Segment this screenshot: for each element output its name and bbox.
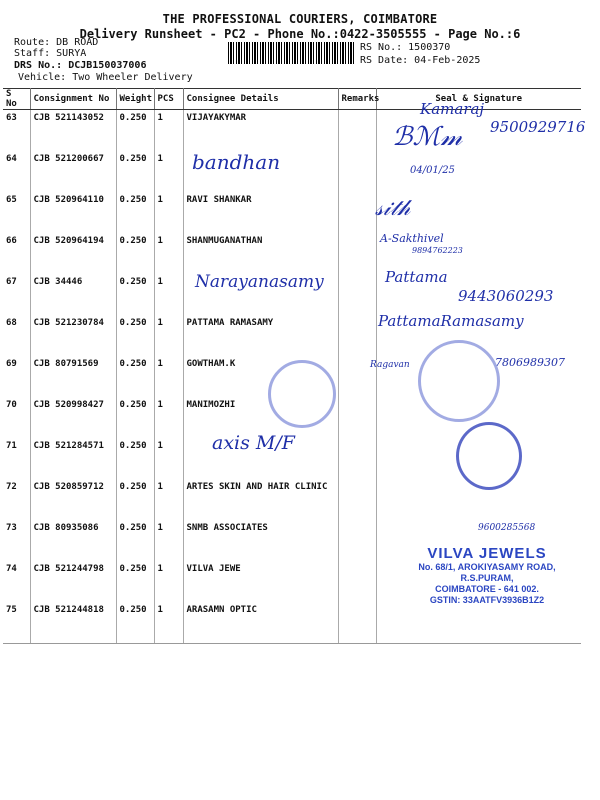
cell-remarks [338,602,376,644]
cell-consignee: ARASAMN OPTIC [183,602,338,644]
handwritten-signature-67: Pattama [385,268,448,286]
cell-consignee: SHANMUGANATHAN [183,233,338,274]
cell-weight: 0.250 [116,356,154,397]
handwritten-receiver-71: axis M/F [212,432,295,454]
cell-consignment: CJB 521244818 [30,602,116,644]
cell-sno: 74 [3,561,30,602]
handwritten-signature-68: PattamaRamasamy [378,312,524,330]
cell-consignment: CJB 521200667 [30,151,116,192]
cell-pcs: 1 [154,397,183,438]
table-row [3,151,581,192]
cell-seal-signature [376,151,581,192]
cell-sno: 70 [3,397,30,438]
rs-number: RS No.: 1500370 [360,42,451,53]
route-label: Route: [14,37,51,48]
col-sno: S No [3,89,30,110]
cell-weight: 0.250 [116,561,154,602]
cell-pcs: 1 [154,192,183,233]
cell-pcs: 1 [154,561,183,602]
col-pcs: PCS [154,89,183,110]
cell-consignee: MANIMOZHI [183,397,338,438]
cell-weight: 0.250 [116,602,154,644]
cell-remarks [338,233,376,274]
col-weight: Weight [116,89,154,110]
cell-consignment: CJB 521230784 [30,315,116,356]
vehicle-label: Vehicle: [18,72,67,83]
cell-weight: 0.250 [116,192,154,233]
barcode [228,42,354,64]
cell-sno: 75 [3,602,30,644]
cell-consignment: CJB 521284571 [30,438,116,479]
cell-sno: 65 [3,192,30,233]
cell-consignment: CJB 34446 [30,274,116,315]
col-consignee: Consignee Details [183,89,338,110]
handwritten-phone-74: 9600285568 [478,523,536,533]
cell-pcs: 1 [154,151,183,192]
col-seal-signature: Seal & Signature [376,89,581,110]
vilva-stamp-line4: GSTIN: 33AATFV3936B1Z2 [429,595,545,605]
cell-consignee: PATTAMA RAMASAMY [183,315,338,356]
handwritten-phone-69: 7806989307 [495,356,565,369]
cell-weight: 0.250 [116,438,154,479]
col-consignment: Consignment No [30,89,116,110]
vilva-stamp-title: VILVA JEWELS [427,545,547,562]
staff-label: Staff: [14,48,51,59]
table-row [3,602,581,644]
company-title: THE PROFESSIONAL COURIERS, COIMBATORE [162,12,438,26]
cell-sno: 73 [3,520,30,561]
cell-remarks [338,561,376,602]
cell-consignment: CJB 520859712 [30,479,116,520]
runsheet-title: Delivery Runsheet - PC2 - Phone No.:0422-3505555 - Page No.:6 [79,27,521,41]
vehicle-value: Two Wheeler Delivery [72,72,193,83]
cell-sno: 67 [3,274,30,315]
rs-date: RS Date: 04-Feb-2025 [360,55,481,66]
handwritten-note-66: A-Sakthivel [380,232,444,245]
cell-sno: 68 [3,315,30,356]
round-seal-stamp [418,340,500,422]
handwritten-phone-66: 9894762223 [412,246,463,255]
table-row [3,192,581,233]
signature-65: 𝓈𝒾𝓉𝒽 [375,196,411,221]
cell-weight: 0.250 [116,151,154,192]
cell-pcs: 1 [154,520,183,561]
route-line [14,37,98,48]
cell-consignment: CJB 520964194 [30,233,116,274]
handwritten-receiver-67: Narayanasamy [195,272,324,292]
round-seal-stamp [268,360,336,428]
table-row [3,233,581,274]
handwritten-receiver-64: bandhan [192,150,281,174]
cell-consignee: ARTES SKIN AND HAIR CLINIC [183,479,338,520]
staff-value: SURYA [56,48,87,59]
cell-pcs: 1 [154,438,183,479]
cell-seal-signature [376,602,581,644]
cell-consignment: CJB 80935086 [30,520,116,561]
col-remarks: Remarks [338,89,376,110]
cell-consignment: CJB 80791569 [30,356,116,397]
handwritten-phone-63: 9500929716 [490,118,586,136]
cell-consignee: VIJAYAKYMAR [183,110,338,152]
cell-consignee: SNMB ASSOCIATES [183,520,338,561]
cell-weight: 0.250 [116,233,154,274]
table-header [3,89,581,110]
cell-remarks [338,151,376,192]
cell-pcs: 1 [154,233,183,274]
handwritten-receiver-63: Kamaraj [420,100,485,118]
drs-line [14,60,146,71]
cell-sno: 69 [3,356,30,397]
cell-sno: 71 [3,438,30,479]
cell-pcs: 1 [154,602,183,644]
cell-sno: 66 [3,233,30,274]
cell-remarks [338,315,376,356]
vilva-jewels-stamp [402,545,572,606]
cell-sno: 63 [3,110,30,152]
cell-weight: 0.250 [116,315,154,356]
handwritten-receiver-69: Ragavan [370,360,410,370]
route-value: DB ROAD [56,37,99,48]
cell-weight: 0.250 [116,110,154,152]
cell-weight: 0.250 [116,479,154,520]
vilva-stamp-line3: COIMBATORE - 641 002. [435,584,539,594]
cell-remarks [338,520,376,561]
cell-remarks [338,397,376,438]
vilva-stamp-line2: R.S.PURAM, [460,573,514,583]
cell-consignment: CJB 520964110 [30,192,116,233]
cell-weight: 0.250 [116,397,154,438]
cell-remarks [338,110,376,152]
cell-pcs: 1 [154,274,183,315]
vilva-stamp-line1: No. 68/1, AROKIYASAMY ROAD, [418,562,556,572]
cell-weight: 0.250 [116,520,154,561]
cell-pcs: 1 [154,479,183,520]
cell-remarks [338,479,376,520]
drs-label: DRS No.: [14,60,63,71]
vehicle-line [18,72,193,83]
signature-64: ℬℳ𝓂 [392,122,463,152]
cell-pcs: 1 [154,110,183,152]
drs-value: DCJB150037006 [68,60,147,71]
cell-consignee: VILVA JEWE [183,561,338,602]
cell-remarks [338,274,376,315]
cell-sno: 72 [3,479,30,520]
cell-consignee: GOWTHAM.K [183,356,338,397]
cell-sno: 64 [3,151,30,192]
cell-remarks [338,438,376,479]
round-seal-stamp [456,422,522,490]
handwritten-phone-67: 9443060293 [458,287,554,305]
staff-line [14,48,86,59]
cell-consignment: CJB 520998427 [30,397,116,438]
cell-weight: 0.250 [116,274,154,315]
handwritten-date-65: 04/01/25 [410,165,455,176]
cell-consignment: CJB 521143052 [30,110,116,152]
cell-consignment: CJB 521244798 [30,561,116,602]
cell-pcs: 1 [154,356,183,397]
cell-consignee: RAVI SHANKAR [183,192,338,233]
cell-remarks [338,192,376,233]
cell-pcs: 1 [154,315,183,356]
